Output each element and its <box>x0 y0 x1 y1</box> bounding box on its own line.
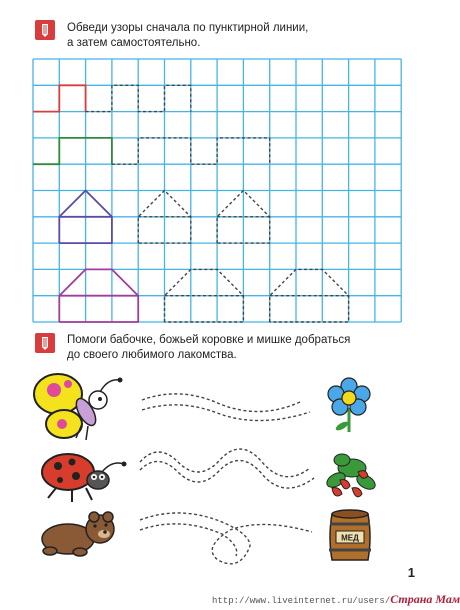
dashed-maze-path <box>140 524 237 556</box>
flower-illustration <box>322 376 377 436</box>
watermark-site: Страна Мам <box>390 592 460 606</box>
task-2-line-1: Помоги бабочке, божьей коровке и мишке добраться <box>67 334 351 346</box>
dashed-maze-path <box>142 394 300 412</box>
dashed-maze-path <box>140 513 312 564</box>
dashed-maze-path <box>142 405 310 421</box>
watermark-url: http://www.liveinternet.ru/users/ <box>212 596 391 606</box>
pattern-castle-solid <box>33 138 112 164</box>
dashed-maze-path <box>140 460 314 488</box>
task-1-line-1: Обведи узоры сначала по пунктирной линии, <box>67 22 309 34</box>
strawberry-illustration <box>322 448 380 504</box>
pencil-icon <box>35 333 55 353</box>
honey-barrel-illustration <box>326 508 374 566</box>
page-number: 1 <box>407 565 415 580</box>
pattern-step-solid <box>33 85 86 111</box>
ladybug-illustration <box>28 450 133 505</box>
dashed-maze-path <box>140 449 310 477</box>
bear-illustration <box>28 507 123 557</box>
butterfly-illustration <box>28 372 133 447</box>
watermark <box>212 592 460 607</box>
task-2-line-2: до своего любимого лакомства. <box>67 349 237 361</box>
barrel-label: МЕД <box>341 533 359 543</box>
task-1-line-2: а затем самостоятельно. <box>67 37 201 49</box>
task-2-instruction <box>67 333 350 363</box>
